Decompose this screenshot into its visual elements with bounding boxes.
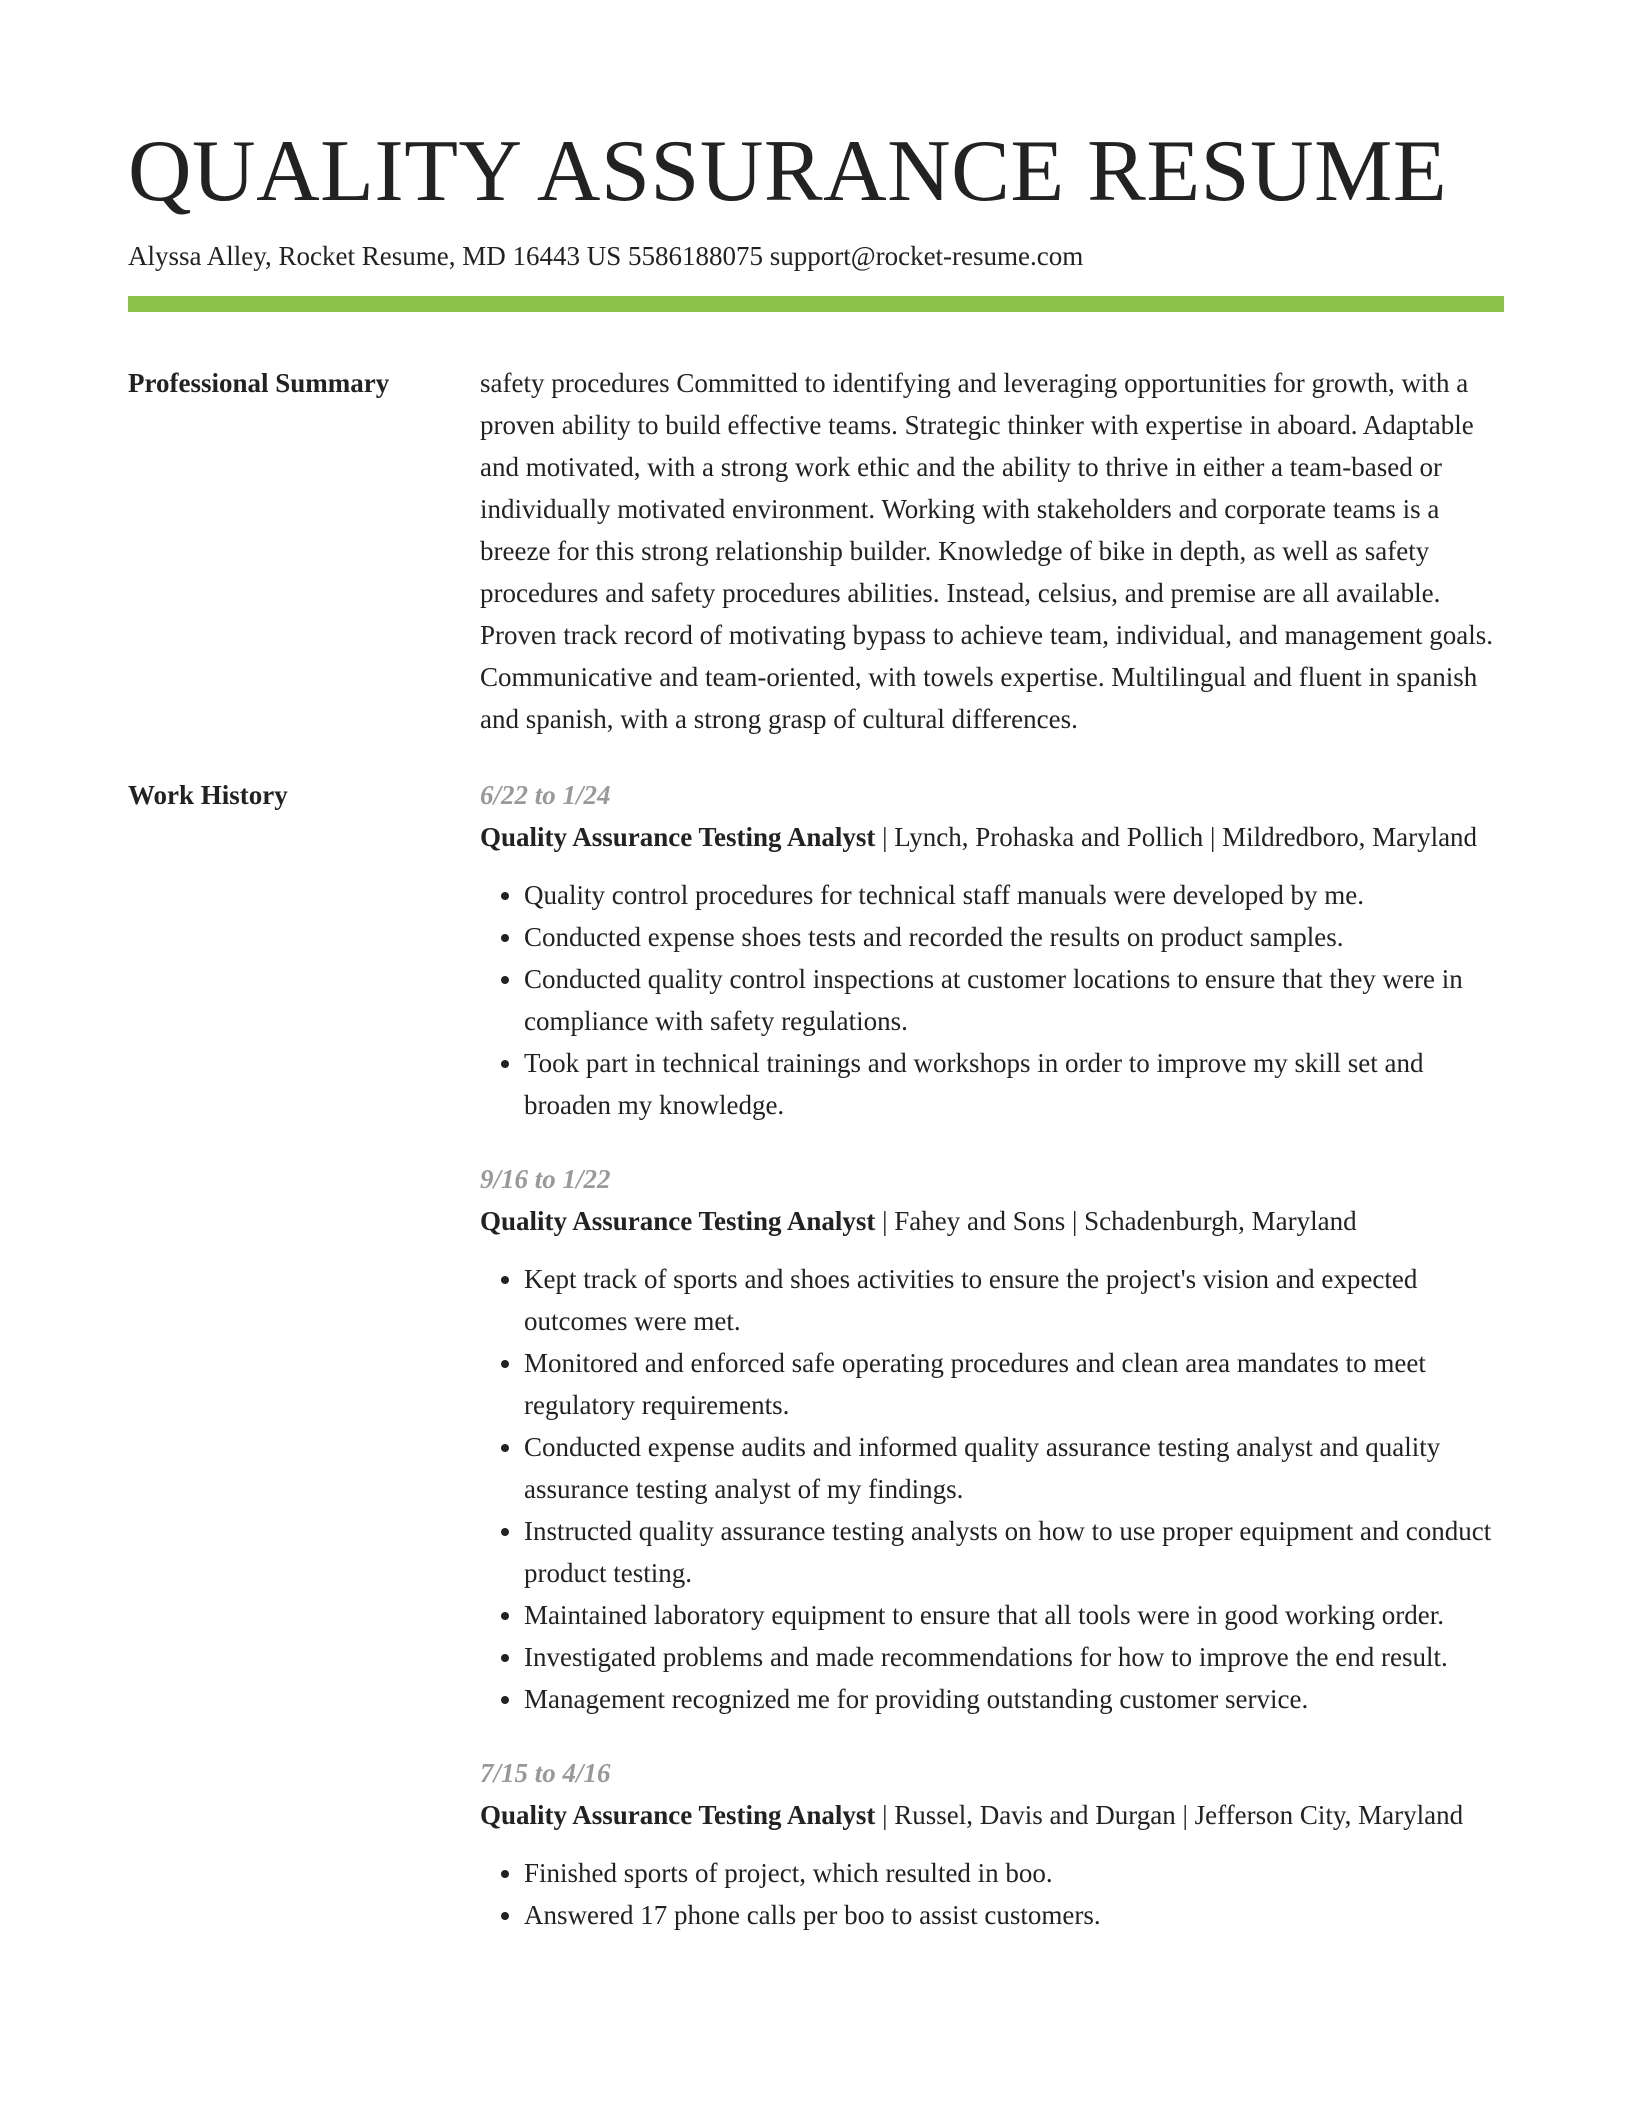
work-history-body [480,774,1504,1936]
job-details: | Lynch, Prohaska and Pollich | Mildredboro, Maryland [875,822,1478,852]
job-bullet: • Finished sports of project, which resulted in boo. [524,1852,1504,1894]
summary-section [128,362,1504,740]
job-heading [480,816,1504,858]
job-title: Quality Assurance Testing Analyst [480,1800,876,1830]
job-details: | Fahey and Sons | Schadenburgh, Maryland [875,1206,1357,1236]
job-bullets [480,1852,1504,1936]
resume-title: QUALITY ASSURANCE RESUME [128,123,1448,220]
job-entry [480,1752,1504,1936]
job-bullets [480,1258,1504,1720]
job-bullet: • Conducted quality control inspections at customer locations to ensure that they were in compliance with safety regulations. [524,958,1504,1042]
job-title: Quality Assurance Testing Analyst [480,1206,876,1236]
job-heading [480,1794,1504,1836]
job-bullet: • Maintained laboratory equipment to ensure that all tools were in good working order. [524,1594,1504,1636]
job-dates: 9/16 to 1/22 [480,1164,611,1194]
job-bullet: • Quality control procedures for technical staff manuals were developed by me. [524,874,1504,916]
summary-text: safety procedures Committed to identifying and leveraging opportunities for growth, with a proven ability to build effective teams. Strategic thinker with expertise in aboard. Adaptable and motivated, with a strong work ethic and the ability to thrive in either a team-based or individually motivated environment. Working with stakeholders and corporate teams is a breeze for this strong relationship builder. Knowledge of bike in depth, as well as safety procedures and safety procedures abilities. Instead, celsius, and premise are all available. Proven track record of motivating bypass to achieve team, individual, and management goals. Communicative and team-oriented, with towels expertise. Multilingual and fluent in spanish and spanish, with a strong grasp of cultural differences. [480,368,1493,734]
job-bullet: • Took part in technical trainings and workshops in order to improve my skill set and broaden my knowledge. [524,1042,1504,1126]
job-bullet: • Monitored and enforced safe operating procedures and clean area mandates to meet regulatory requirements. [524,1342,1504,1426]
job-dates: 7/15 to 4/16 [480,1758,611,1788]
job-bullet: • Management recognized me for providing outstanding customer service. [524,1678,1504,1720]
job-entry [480,774,1504,1126]
job-bullet: • Conducted expense audits and informed quality assurance testing analyst and quality assurance testing analyst of my findings. [524,1426,1504,1510]
job-heading [480,1200,1504,1242]
job-bullet: • Kept track of sports and shoes activities to ensure the project's vision and expected outcomes were met. [524,1258,1504,1342]
job-bullet: • Conducted expense shoes tests and recorded the results on product samples. [524,916,1504,958]
resume-page [128,0,1504,1936]
job-title: Quality Assurance Testing Analyst [480,822,876,852]
header-divider [128,296,1504,312]
summary-label: Professional Summary [128,368,390,398]
job-entry [480,1158,1504,1720]
summary-body [480,362,1504,740]
job-bullet: • Investigated problems and made recommendations for how to improve the end result. [524,1636,1504,1678]
job-bullet: • Answered 17 phone calls per boo to assist customers. [524,1894,1504,1936]
contact-line: Alyssa Alley, Rocket Resume, MD 16443 US 5586188075 support@rocket-resume.com [128,241,1084,271]
work-history-label: Work History [128,780,288,810]
job-bullet: • Instructed quality assurance testing analysts on how to use proper equipment and conduct product testing. [524,1510,1504,1594]
job-dates: 6/22 to 1/24 [480,780,611,810]
job-details: | Russel, Davis and Durgan | Jefferson City, Maryland [875,1800,1464,1830]
job-bullets [480,874,1504,1126]
work-history-section [128,774,1504,1936]
